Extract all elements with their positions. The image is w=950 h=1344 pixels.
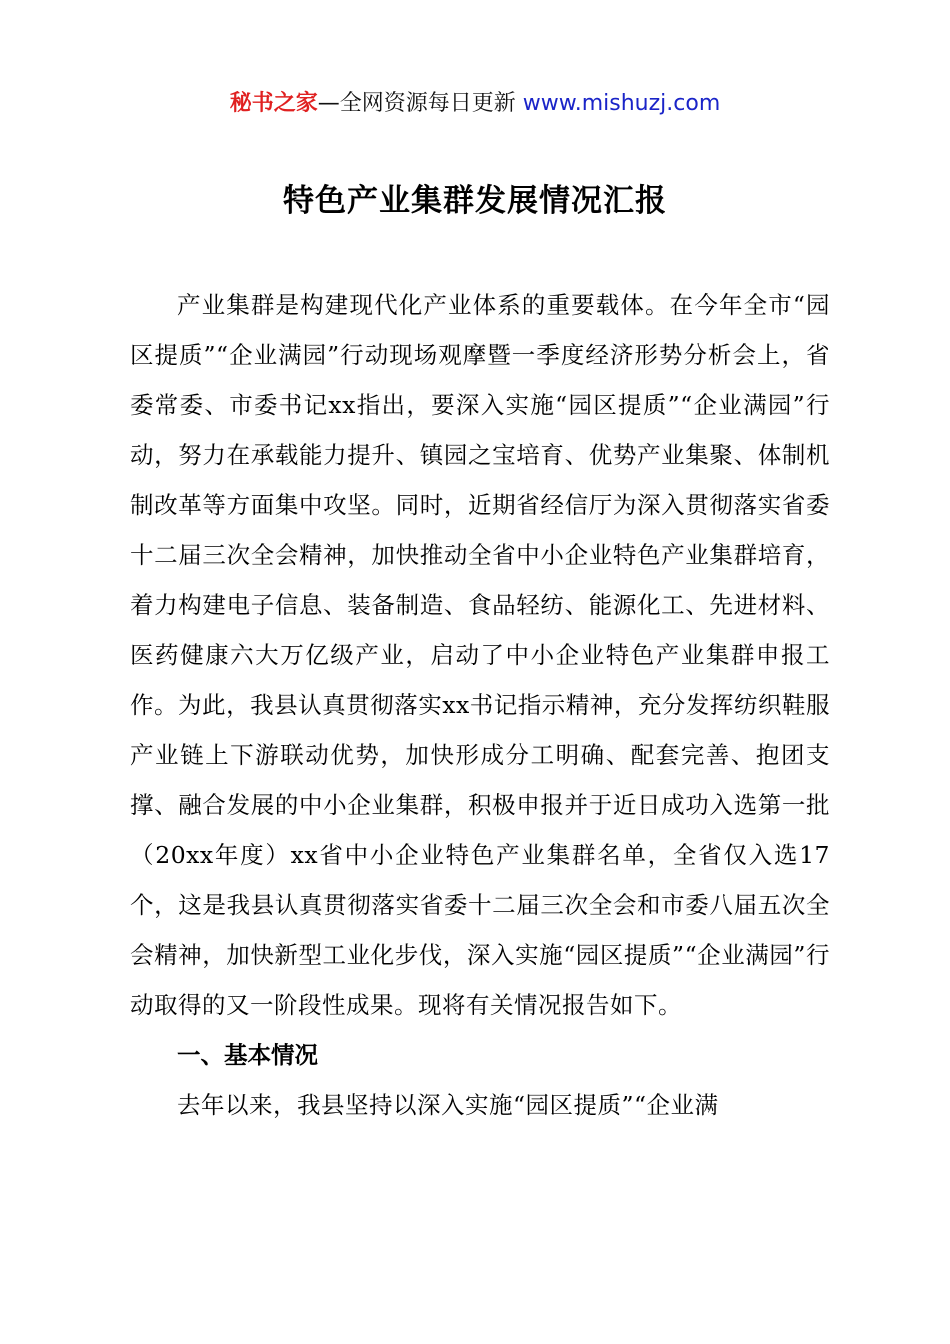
section-heading-basic: 一、基本情况 bbox=[177, 1041, 318, 1069]
site-tagline: —全网资源每日更新 bbox=[317, 91, 523, 116]
document-title: 特色产业集群发展情况汇报 bbox=[283, 183, 667, 219]
document-body bbox=[130, 280, 830, 1130]
paragraph-basic: 去年以来，我县坚持以深入实施“园区提质”“企业满 bbox=[177, 1091, 719, 1119]
site-header bbox=[0, 86, 950, 122]
paragraph-intro: 产业集群是构建现代化产业体系的重要载体。在今年全市“园区提质”“企业满园”行动现场观摩暨一季度经济形势分析会上，省委常委、市委书记xx指出，要深入实施“园区提质”“企业满园”行动，努力在承载能力提升、镇园之宝培育、优势产业集聚、体制机制改革等方面集中攻坚。同时，近期省经信厅为深入贯彻落实省委十二届三次全会精神，加快推动全省中小企业特色产业集群培育，着力构建电子信息、装备制造、食品轻纺、能源化工、先进材料、医药健康六大万亿级产业，启动了中小企业特色产业集群申报工作。为此，我县认真贯彻落实xx书记指示精神，充分发挥纺织鞋服产业链上下游联动优势，加快形成分工明确、配套完善、抱团支撑、融合发展的中小企业集群，积极申报并于近日成功入选第一批（20xx年度）xx省中小企业特色产业集群名单，全省仅入选17个，这是我县认真贯彻落实省委十二届三次全会和市委八届五次全会精神，加快新型工业化步伐，深入实施“园区提质”“企业满园”行动取得的又一阶段性成果。现将有关情况报告如下。 bbox=[130, 291, 830, 1019]
site-url[interactable]: www.mishuzj.com bbox=[522, 91, 721, 116]
site-brand: 秘书之家 bbox=[229, 91, 318, 116]
